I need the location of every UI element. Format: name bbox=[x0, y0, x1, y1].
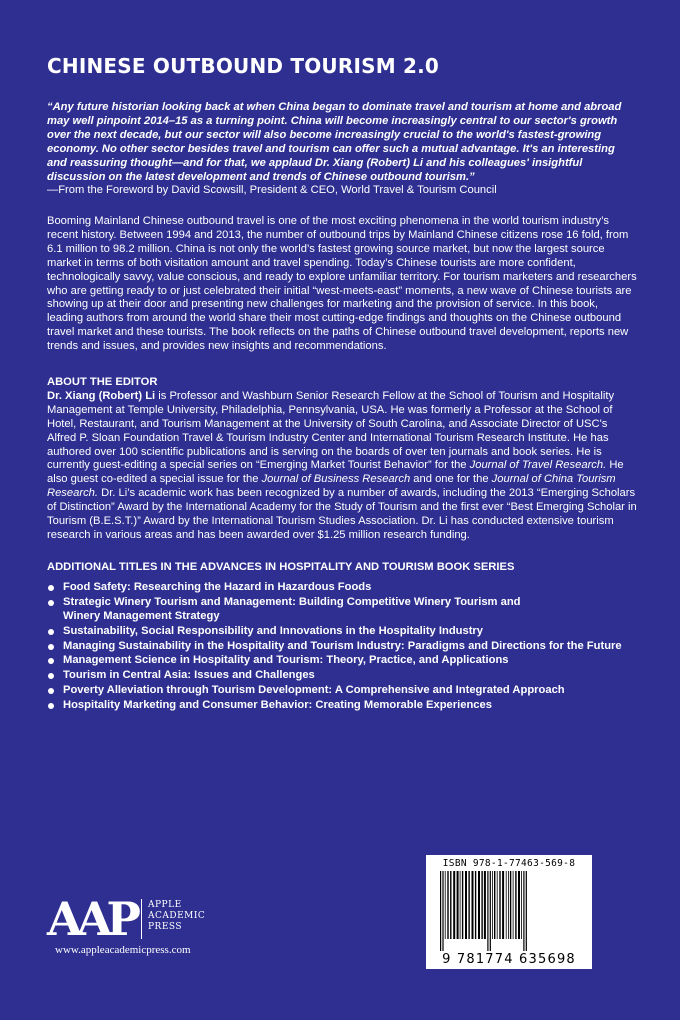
barcode-bar bbox=[462, 871, 463, 939]
barcode-bar bbox=[450, 871, 451, 939]
barcode-bar bbox=[442, 871, 443, 951]
logo-divider bbox=[141, 899, 142, 939]
publisher-name-line: PRESS bbox=[147, 922, 183, 932]
quote-text: “Any future historian looking back at when China began to dominate travel and tourism at home and abroad may well pinpoint 2014–15 as a turning point. China will become increasingly central to our sector's growth over the next decade, but our sector will also become increasingly crucial to the world's fastest-growing economy. No other sector besides travel and tourism can offer such a mutual advantage. It's an interesting and reassuring thought—and for that, we applaud Dr. Xiang (Robert) Li and his colleagues' insightful discussion on the latest development and trends of Chinese outbound tourism.” bbox=[47, 101, 622, 183]
barcode-bar bbox=[513, 871, 514, 939]
editor-bio-part: He also guest co-edited a special issue for the bbox=[47, 459, 624, 486]
barcode-bar bbox=[515, 871, 516, 939]
list-item: Strategic Winery Tourism and Management: Building Competitive Winery Tourism and Winery Management Strategy bbox=[47, 596, 637, 624]
list-item: Hospitality Marketing and Consumer Behavior: Creating Memorable Experiences bbox=[47, 699, 637, 713]
book-title: CHINESE OUTBOUND TOURISM 2.0 bbox=[47, 54, 439, 78]
series-list bbox=[47, 581, 637, 713]
barcode-bar bbox=[521, 871, 522, 939]
logo-letters: AAP bbox=[47, 892, 135, 946]
barcode-bar bbox=[492, 871, 493, 939]
list-item: Tourism in Central Asia: Issues and Challenges bbox=[47, 669, 637, 683]
barcode-bar bbox=[484, 871, 486, 939]
barcode-bar bbox=[472, 871, 474, 939]
journal-name: Journal of Business Research bbox=[261, 473, 411, 486]
barcode-bar bbox=[510, 871, 511, 939]
quote-attribution: —From the Foreword by David Scowsill, President & CEO, World Travel & Tourism Council bbox=[47, 184, 497, 197]
about-editor-heading: ABOUT THE EDITOR bbox=[47, 376, 158, 388]
about-editor-section bbox=[47, 376, 637, 543]
barcode-bar bbox=[494, 871, 495, 939]
publisher-name-line: ACADEMIC bbox=[147, 911, 206, 921]
barcode-bar bbox=[523, 871, 524, 951]
isbn-label: ISBN 978-1-77463-569-8 bbox=[442, 858, 576, 869]
list-item: Sustainability, Social Responsibility and Innovations in the Hospitality Industry bbox=[47, 625, 637, 639]
barcode-bar bbox=[518, 871, 520, 939]
barcode-bar bbox=[506, 871, 507, 939]
barcode-bars bbox=[438, 871, 580, 951]
editor-bio-part: and one for the bbox=[410, 473, 492, 486]
barcode-bar bbox=[447, 871, 448, 939]
barcode-bar bbox=[445, 871, 446, 939]
barcode-bar bbox=[453, 871, 455, 939]
barcode-bar bbox=[475, 871, 476, 939]
editor-bio bbox=[47, 390, 637, 543]
journal-name: Journal of China Tourism Research. bbox=[47, 473, 616, 500]
barcode-bar bbox=[457, 871, 459, 939]
foreword-quote bbox=[47, 101, 637, 198]
publisher-url: www.appleacademicpress.com bbox=[55, 944, 191, 956]
barcode-bar bbox=[490, 871, 491, 951]
barcode-bar bbox=[468, 871, 469, 939]
series-heading: ADDITIONAL TITLES IN THE ADVANCES IN HOSPITALITY AND TOURISM BOOK SERIES bbox=[47, 561, 515, 573]
barcode-bar bbox=[465, 871, 467, 939]
series-titles-section bbox=[47, 561, 637, 714]
editor-bio-part: Dr. Li’s academic work has been recognized by a number of awards, including the 2013 “Emerging Scholars of Distinction” Award by the International Academy for the Study of Tourism and the first ever “Best Emerging Scholar in Tourism (B.E.S.T.)” Award by the International Tourism Studies Association. Dr. Li has conducted extensive tourism research in various areas and has been awarded over $1.25 million research funding. bbox=[47, 487, 637, 541]
barcode-bar bbox=[508, 871, 509, 939]
list-item: Managing Sustainability in the Hospitality and Tourism Industry: Paradigms and Directions for the Future bbox=[47, 640, 637, 654]
barcode-bar bbox=[526, 871, 527, 951]
editor-bio-part: is Professor and Washburn Senior Research Fellow at the School of Tourism and Hospitality Management at Temple University, Philadelphia, Pennsylvania, USA. He was formerly a Professor at the School of Hotel, Restaurant, and Tourism Management at the University of South Carolina, and Associate Director of USC's Alfred P. Sloan Foundation Travel & Tourism Industry Center and International Tourism Research Institute. He has authored over 100 scientific publications and is serving on the boards of over ten journals and book series. He is currently guest-editing a special series on “Emerging Market Tourist Behavior” for the bbox=[47, 389, 615, 472]
list-item: Food Safety: Researching the Hazard in Hazardous Foods bbox=[47, 581, 637, 595]
barcode-bar bbox=[481, 871, 482, 939]
barcode-bar bbox=[497, 871, 498, 939]
publisher-name bbox=[148, 900, 205, 933]
list-item: Management Science in Hospitality and Tourism: Theory, Practice, and Applications bbox=[47, 654, 637, 668]
barcode-number: 9 781774 635698 bbox=[442, 952, 576, 967]
journal-name: Journal of Travel Research. bbox=[469, 459, 607, 472]
barcode-bar bbox=[460, 871, 461, 939]
publisher-name-line: APPLE bbox=[147, 900, 182, 910]
list-item: Poverty Alleviation through Tourism Development: A Comprehensive and Integrated Approach bbox=[47, 684, 637, 698]
barcode-bar bbox=[440, 871, 441, 951]
editor-name: Dr. Xiang (Robert) Li bbox=[47, 389, 156, 402]
isbn-barcode bbox=[426, 855, 592, 969]
barcode-bar bbox=[502, 871, 504, 939]
book-description: Booming Mainland Chinese outbound travel is one of the most exciting phenomena in the world tourism industry’s recent history. Between 1994 and 2013, the number of outbound trips by Mainland Chinese citizens rose 16 fold, from 6.1 million to 98.2 million. China is not only the world’s fastest growing source market, but now the largest source market in terms of both visitation amount and travel spending. Today’s Chinese tourists are more confident, technologically savvy, value conscious, and ready to explore unfamiliar territory. For tourism marketers and researchers who are getting ready to or just celebrated their initial “west-meets-east” moments, a new wave of Chinese tourists are showing up at their door and presenting new challenges for marketing and the provision of service. In this book, leading authors from around the world share their most cutting-edge findings and thoughts on the Chinese outbound travel market and these tourists. The book reflects on the paths of Chinese outbound travel development, reports new trends and issues, and provides new insights and recommendations. bbox=[47, 215, 637, 353]
publisher-logo bbox=[47, 892, 206, 946]
barcode-bar bbox=[487, 871, 488, 951]
barcode-bar bbox=[499, 871, 500, 939]
barcode-bar bbox=[478, 871, 480, 939]
